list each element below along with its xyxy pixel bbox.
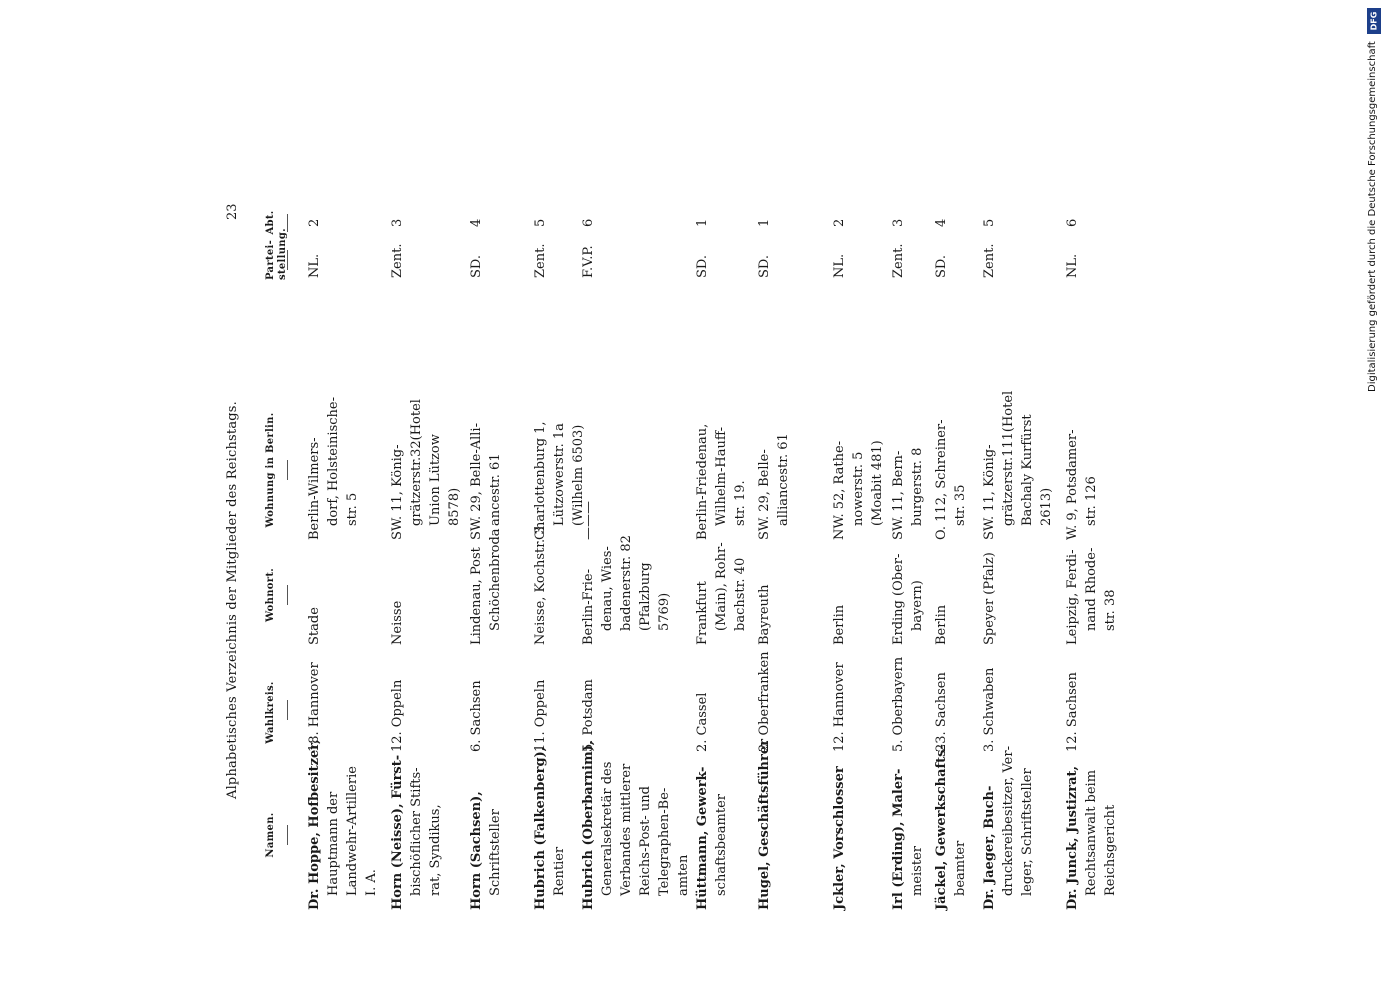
name-line: rat, Syndikus, [428, 804, 443, 896]
cell-wohnung [693, 400, 750, 540]
name-line: Reichsgericht [1103, 804, 1118, 896]
wohnung-line: str. 19. [733, 480, 748, 526]
cell-partei [579, 233, 598, 278]
cell-name [980, 746, 1037, 910]
cell-abt [889, 210, 908, 227]
name-line: Telegraphen-Be- [657, 787, 672, 896]
abt-line: 2 [307, 218, 322, 227]
cell-abt [980, 210, 999, 227]
cell-name [932, 744, 970, 910]
cell-wahlkreis [755, 647, 774, 752]
name-line: Landwehr-Artillerie [345, 766, 360, 896]
wohnort-line: Leipzig, Ferdi- [1065, 549, 1080, 645]
cell-name [305, 739, 381, 910]
name-line: Hüttmann, Gewerk- [695, 766, 710, 910]
cell-abt [932, 210, 951, 227]
cell-wahlkreis [579, 647, 598, 752]
wohnort-line: Speyer (Pfalz) [982, 552, 997, 645]
wohnung-line: SW. 29, Belle- [757, 449, 772, 540]
cell-wohnung [305, 397, 362, 540]
cell-partei [889, 233, 908, 278]
wohnung-line: Lützowerstr. 1a [552, 423, 567, 526]
wohnung-line: dorf, Holsteinische- [326, 397, 341, 526]
wahlkreis-line: 11. Oppeln [533, 679, 548, 752]
cell-wohnung [830, 400, 887, 540]
partei-line: NL. [1065, 253, 1080, 278]
name-line: amten [676, 854, 691, 896]
wohnung-line: 2613) [1039, 487, 1054, 526]
cell-partei [755, 233, 774, 278]
cell-abt [755, 210, 774, 227]
cell-name [693, 755, 731, 910]
header-partei [265, 228, 289, 280]
abt-line: 2 [832, 218, 847, 227]
name-line: Jäckel, Gewerkschafts- [934, 744, 949, 910]
wohnung-line: ancestr. 61 [488, 453, 503, 526]
cell-wahlkreis [830, 647, 849, 752]
cell-partei [693, 233, 712, 278]
cell-abt [1063, 210, 1082, 227]
dfg-logo [1367, 8, 1381, 34]
wohnung-line: (Moabit 481) [870, 440, 885, 526]
cell-partei [467, 233, 486, 278]
header-partei-line-2: stellung. [277, 228, 288, 280]
partei-line: Zent. [533, 243, 548, 278]
cell-partei [932, 233, 951, 278]
abt-line: 1 [695, 218, 710, 227]
name-line: Jckler, Vorschlosser [832, 766, 847, 910]
wohnung-line: grätzerstr.111(Hotel [1001, 390, 1016, 526]
abt-line: 5 [533, 218, 548, 227]
wahlkreis-line: 12. Oppeln [390, 679, 405, 752]
partei-line: SD. [695, 255, 710, 278]
wohnort-line: bayern) [910, 580, 925, 631]
name-line: Dr. Junck, Justizrat, [1065, 765, 1080, 910]
wohnung-line: alliancestr. 61 [776, 433, 791, 526]
header-rule [287, 585, 288, 605]
name-line: Rechtsanwalt beim [1084, 769, 1099, 896]
partei-line: NL. [307, 253, 322, 278]
cell-abt [693, 210, 712, 227]
wohnort-line: Bayreuth [757, 584, 772, 645]
wohnort-line: Frankfurt [695, 581, 710, 645]
wahlkreis-line: 12. Sachsen [1065, 672, 1080, 752]
header-rule [287, 825, 288, 845]
wohnung-line: str. 5 [345, 492, 360, 526]
header-name: Namen. [265, 812, 276, 858]
cell-partei [1063, 233, 1082, 278]
abt-line: 6 [581, 218, 596, 227]
name-line: Horn (Neisse), Fürst- [390, 754, 405, 910]
cell-partei [388, 233, 407, 278]
cell-wahlkreis [305, 647, 324, 752]
name-line: beamter [953, 840, 968, 896]
wohnung-line: SW. 29, Belle-Alli- [469, 423, 484, 540]
partei-line: SD. [934, 255, 949, 278]
wahlkreis-line: 3. Schwaben [982, 667, 997, 752]
abt-line: 3 [390, 218, 405, 227]
wahlkreis-line: 2. Oberfranken [757, 651, 772, 752]
wohnung-line: grätzerstr.32(Hotel [409, 399, 424, 526]
wohnung-line: Berlin-Wilmers- [307, 437, 322, 540]
name-line: Hugel, Geschäftsführer [757, 739, 772, 910]
dfg-logo-text: DFG [1369, 11, 1379, 31]
wohnung-line: NW. 52, Rathe- [832, 440, 847, 540]
cell-name [889, 755, 927, 910]
wohnort-line: Berlin [832, 604, 847, 645]
partei-line: Zent. [390, 243, 405, 278]
cell-abt [305, 210, 324, 227]
cell-wohnung [579, 400, 598, 540]
wohnort-line: Berlin [934, 604, 949, 645]
cell-wahlkreis [467, 647, 486, 752]
page-number: 23 [225, 203, 240, 220]
digitization-note: Digitalisierung gefördert durch die Deutsche Forschungsgemeinschaft [1367, 41, 1378, 392]
header-wahlkreis: Wahlkreis. [265, 681, 276, 744]
cell-wahlkreis [531, 647, 550, 752]
cell-partei [305, 233, 324, 278]
name-line: leger, Schriftsteller [1020, 768, 1035, 896]
cell-abt [579, 210, 598, 227]
cell-wohnung [980, 390, 1056, 540]
rotated-page [225, 203, 1118, 910]
wohnort-line: Schöchenbroda [488, 528, 503, 631]
cell-wahlkreis [889, 647, 908, 752]
cell-partei [531, 233, 550, 278]
page-title: Alphabetisches Verzeichnis der Mitglieder des Reichstags. [225, 400, 240, 800]
wohnung-line: SW. 11, König- [982, 444, 997, 540]
wohnung-line: str. 126 [1084, 476, 1099, 526]
abt-line: 4 [469, 218, 484, 227]
name-line: Dr. Hoppe, Hofbesitzer, [307, 739, 322, 910]
wohnung-line: (Wilhelm 6503) [571, 424, 586, 526]
abt-line: 6 [1065, 218, 1080, 227]
cell-name [579, 740, 693, 910]
header-wohnung: Wohnung in Berlin. [265, 412, 276, 528]
header-rule [287, 214, 288, 232]
wohnung-line: Berlin-Friedenau, [695, 423, 710, 540]
partei-line: SD. [469, 255, 484, 278]
cell-abt [531, 210, 550, 227]
wohnung-line: SW. 11, König- [390, 444, 405, 540]
wohnort-line: str. 38 [1103, 589, 1118, 631]
wohnort-line: Neisse, Kochstr. 3 [533, 526, 548, 645]
name-line: Irl (Erding), Maler- [891, 768, 906, 910]
wohnort-line: Erding (Ober- [891, 553, 906, 645]
name-line: Schriftsteller [488, 809, 503, 896]
partei-line: Zent. [891, 243, 906, 278]
wahlkreis-line: 23. Sachsen [934, 672, 949, 752]
header-abt: Abt. [265, 210, 276, 235]
wohnung-line: ——— [581, 501, 596, 540]
name-line: I. A. [364, 869, 379, 896]
cell-name [1063, 755, 1120, 910]
header-wohnort: Wohnort. [265, 567, 276, 623]
name-line: Reichs-Post- und [638, 786, 653, 896]
cell-name [531, 746, 569, 910]
wohnort-line: (Main), Rohr- [714, 542, 729, 631]
abt-line: 3 [891, 218, 906, 227]
abt-line: 5 [982, 218, 997, 227]
wohnung-line: str. 35 [953, 484, 968, 526]
cell-wahlkreis [388, 647, 407, 752]
wahlkreis-line: 2. Cassel [695, 692, 710, 752]
cell-name [755, 739, 774, 910]
wohnung-line: 8578) [447, 487, 462, 526]
wohnort-line: denau, Wies- [600, 546, 615, 631]
wohnort-line: 5769) [657, 592, 672, 631]
name-line: schaftsbeamter [714, 793, 729, 896]
name-line: Dr. Jaeger, Buch- [982, 785, 997, 910]
wohnung-line: burgerstr. 8 [910, 447, 925, 526]
cell-name [467, 755, 505, 910]
cell-partei [830, 233, 849, 278]
cell-wohnung [755, 400, 793, 540]
wahlkreis-line: 5. Oberbayern [891, 656, 906, 752]
abt-line: 4 [934, 218, 949, 227]
wohnung-line: nowerstr. 5 [851, 451, 866, 526]
wohnung-line: Wilhelm-Hauff- [714, 426, 729, 526]
cell-abt [388, 210, 407, 227]
name-line: Verbandes mittlerer [619, 763, 634, 896]
name-line: Hubrich (Oberbarnim), [581, 740, 596, 910]
wohnung-line: Bachaly Kurfürst [1020, 414, 1035, 526]
header-rule [287, 460, 288, 480]
name-line: Horn (Sachsen), [469, 791, 484, 910]
cell-name [830, 755, 849, 910]
name-line: Hauptmann der [326, 791, 341, 896]
partei-line: NL. [832, 253, 847, 278]
wohnung-line: W. 9, Potsdamer- [1065, 429, 1080, 540]
wohnort-line: bachstr. 40 [733, 557, 748, 631]
cell-wohnung [889, 400, 927, 540]
cell-wahlkreis [980, 647, 999, 752]
name-line: druckereibesitzer, Ver- [1001, 746, 1016, 896]
cell-abt [467, 210, 486, 227]
cell-wohnung [467, 400, 505, 540]
name-line: bischöflicher Stifts- [409, 767, 424, 896]
cell-partei [980, 233, 999, 278]
wohnort-line: Lindenau, Post [469, 547, 484, 645]
name-line: Generalsekretär des [600, 761, 615, 896]
partei-line: Zent. [982, 243, 997, 278]
wahlkreis-line: 6. Sachsen [469, 680, 484, 752]
wohnort-line: Neisse [390, 600, 405, 645]
wahlkreis-line: 12. Hannover [832, 662, 847, 752]
wohnort-line: badenerstr. 82 [619, 535, 634, 631]
cell-wahlkreis [693, 647, 712, 752]
header-partei-line-1: Partei- [265, 239, 276, 280]
wohnort-line: (Pfalzburg [638, 562, 653, 631]
wohnort-line: Stade [307, 607, 322, 645]
name-line: meister [910, 846, 925, 896]
cell-wahlkreis [1063, 647, 1082, 752]
cell-abt [830, 210, 849, 227]
name-line: Hubrich (Falkenberg), [533, 746, 548, 910]
cell-wohnung [388, 400, 464, 540]
cell-wohnung [932, 400, 970, 540]
name-line: Rentier [552, 846, 567, 896]
partei-line: SD. [757, 255, 772, 278]
abt-line: 1 [757, 218, 772, 227]
wohnung-line: Union Lützow [428, 434, 443, 526]
wohnung-line: O. 112, Schreiner- [934, 419, 949, 540]
header-rule [287, 700, 288, 720]
wohnort-line: Berlin-Frie- [581, 568, 596, 645]
wohnung-line: SW. 11, Bern- [891, 450, 906, 540]
cell-name [388, 755, 445, 910]
wohnort-line: nand Rhode- [1084, 547, 1099, 631]
partei-line: F.V.P. [581, 245, 596, 278]
wahlkreis-line: 5. Potsdam [581, 679, 596, 752]
cell-wohnung [1063, 400, 1101, 540]
wahlkreis-line: 18. Hannover [307, 662, 322, 752]
wohnung-line: Charlottenburg 1, [533, 421, 548, 540]
header-rule [287, 250, 288, 270]
cell-wahlkreis [932, 647, 951, 752]
